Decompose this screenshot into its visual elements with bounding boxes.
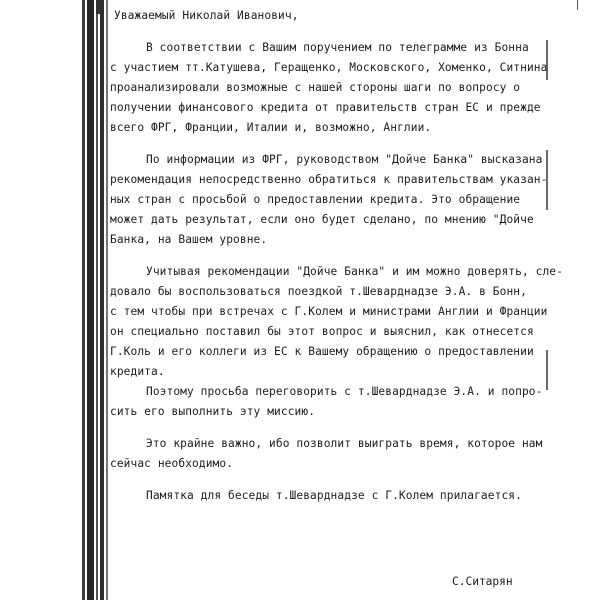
text-line: может дать результат, если оно будет сделано, по мнению "Дойче <box>110 213 534 226</box>
scan-mark <box>96 0 102 14</box>
text-line: Г.Коль и его коллеги из ЕС к Вашему обращению о предоставлении <box>110 345 534 358</box>
text-line: сить его выполнить эту миссию. <box>110 405 316 418</box>
binding-edge <box>76 0 110 600</box>
letter-body <box>110 6 563 506</box>
paragraph-4 <box>110 382 550 422</box>
paragraph-2 <box>110 150 550 250</box>
text-line: рекомендация непосредственно обратиться к правительствам указан- <box>110 173 548 186</box>
text-line: с тем чтобы при встречах с Г.Колем и министрами Англии и Франции <box>110 305 548 318</box>
text-line: получении финансового кредита от правительств стран ЕС и прежде <box>110 101 541 114</box>
text-line: он специально поставил бы этот вопрос и выяснил, как отнесется <box>110 325 534 338</box>
paragraph-3 <box>110 262 563 382</box>
paragraph-6 <box>110 486 550 506</box>
text-line: Это крайне важно, ибо позволит выиграть время, которое нам <box>146 437 543 450</box>
text-line: Учитывая рекомендации "Дойче Банка" и им можно доверять, сле- <box>146 265 563 278</box>
text-line: довало бы воспользоваться поездкой т.Шеварднадзе Э.А. в Бонн, <box>110 285 527 298</box>
text-line: всего ФРГ, Франции, Италии и, возможно, Англии. <box>110 121 432 134</box>
text-line: В соответствии с Вашим поручением по телеграмме из Бонна <box>146 41 529 54</box>
salutation: Уважаемый Николай Иванович, <box>114 9 299 22</box>
text-line: проанализировали возможные с нашей стороны шаги по вопросу о <box>110 81 521 94</box>
text-line: сейчас необходимо. <box>110 457 234 470</box>
scan-mark <box>577 0 578 10</box>
text-line: Банка, на Вашем уровне. <box>110 233 268 246</box>
text-line: кредита. <box>110 365 165 378</box>
paragraph-1 <box>110 38 550 138</box>
text-line: По информации из ФРГ, руководством "Дойче Банка" высказана <box>146 153 543 166</box>
text-line: с участием тт.Катушева, Геращенко, Московского, Хоменко, Ситнина <box>110 61 548 74</box>
signature: С.Ситарян <box>452 575 513 588</box>
text-line: Памятка для беседы т.Шеварднадзе с Г.Колем прилагается. <box>146 489 522 502</box>
paragraph-5 <box>110 434 550 474</box>
text-line: ных стран с просьбой о предоставлении кредита. Это обращение <box>110 193 521 206</box>
text-line: Поэтому просьба переговорить с т.Шеварднадзе Э.А. и попро- <box>146 385 543 398</box>
